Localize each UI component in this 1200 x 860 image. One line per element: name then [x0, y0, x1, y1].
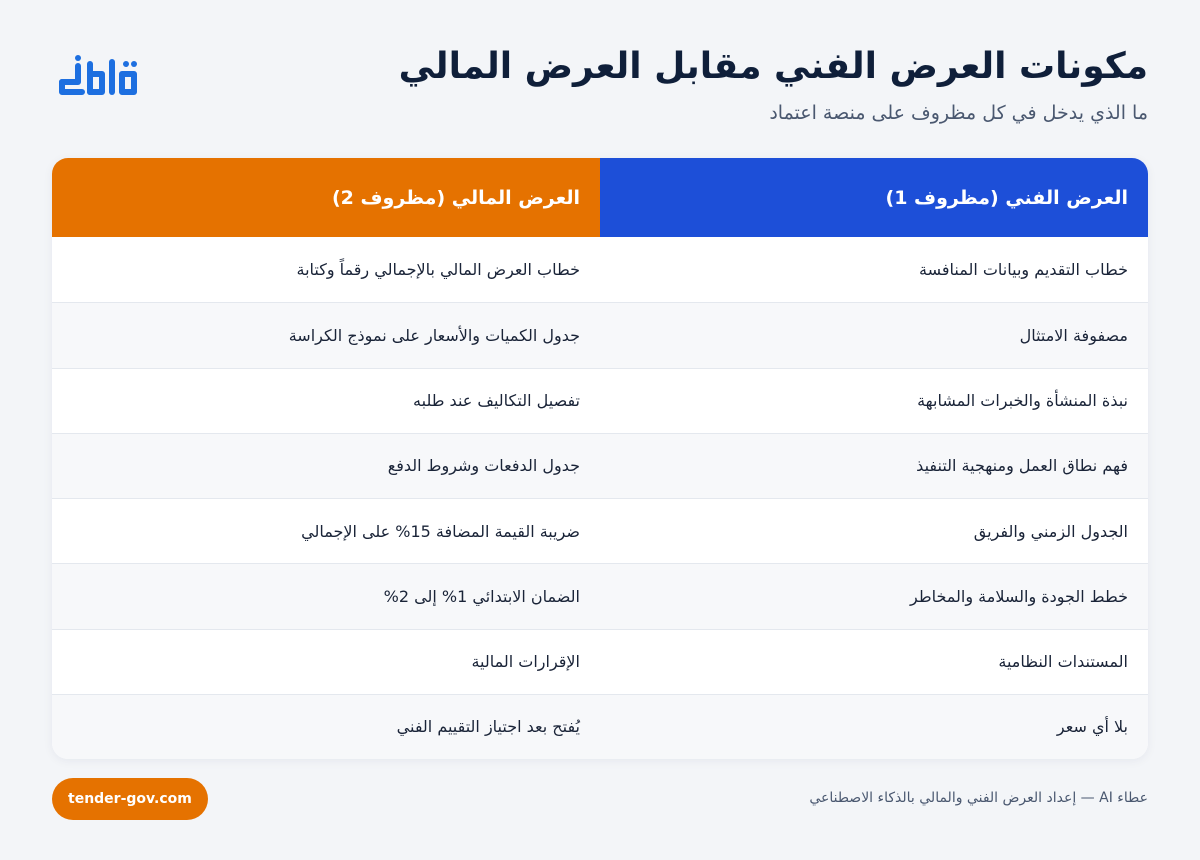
technical-cell: مصفوفة الامتثال: [1019, 325, 1128, 345]
table-body: [52, 237, 1148, 759]
website-badge-link[interactable]: tender-gov.com: [52, 778, 208, 820]
comparison-table: [52, 158, 1148, 759]
technical-cell: نبذة المنشأة والخبرات المشابهة: [917, 391, 1128, 411]
financial-cell: تفصيل التكاليف عند طلبه: [413, 391, 580, 411]
header: [52, 46, 1148, 136]
table-row: [52, 368, 1148, 433]
table-row: [52, 498, 1148, 563]
financial-cell: الإقرارات المالية: [471, 652, 580, 672]
technical-cell: خطاب التقديم وبيانات المنافسة: [919, 260, 1128, 280]
technical-cell: الجدول الزمني والفريق: [973, 521, 1128, 541]
financial-cell: جدول الكميات والأسعار على نموذج الكراسة: [288, 325, 580, 345]
financial-offer-header: العرض المالي (مظروف 2): [52, 158, 600, 237]
financial-cell: الضمان الابتدائي 1% إلى 2%: [383, 586, 580, 606]
table-row: [52, 629, 1148, 694]
page-subtitle: ما الذي يدخل في كل مظروف على منصة اعتماد: [769, 102, 1148, 124]
table-row: [52, 563, 1148, 628]
technical-cell: بلا أي سعر: [1056, 717, 1128, 737]
financial-cell: خطاب العرض المالي بالإجمالي رقماً وكتابة: [296, 260, 580, 280]
technical-offer-header: العرض الفني (مظروف 1): [600, 158, 1148, 237]
technical-cell: فهم نطاق العمل ومنهجية التنفيذ: [916, 456, 1128, 476]
technical-cell: خطط الجودة والسلامة والمخاطر: [910, 586, 1128, 606]
financial-cell: ضريبة القيمة المضافة 15% على الإجمالي: [301, 521, 580, 541]
table-row: [52, 302, 1148, 367]
page-title: مكونات العرض الفني مقابل العرض المالي: [398, 46, 1148, 87]
table-header: [52, 158, 1148, 237]
technical-cell: المستندات النظامية: [998, 652, 1128, 672]
financial-cell: جدول الدفعات وشروط الدفع: [387, 456, 580, 476]
table-row: [52, 433, 1148, 498]
table-row: [52, 237, 1148, 302]
footer-caption: عطاء AI — إعداد العرض الفني والمالي بالذكاء الاصطناعي: [809, 790, 1148, 806]
financial-cell: يُفتح بعد اجتياز التقييم الفني: [396, 717, 580, 737]
atta-logo-icon: [56, 52, 140, 98]
table-row: [52, 694, 1148, 759]
